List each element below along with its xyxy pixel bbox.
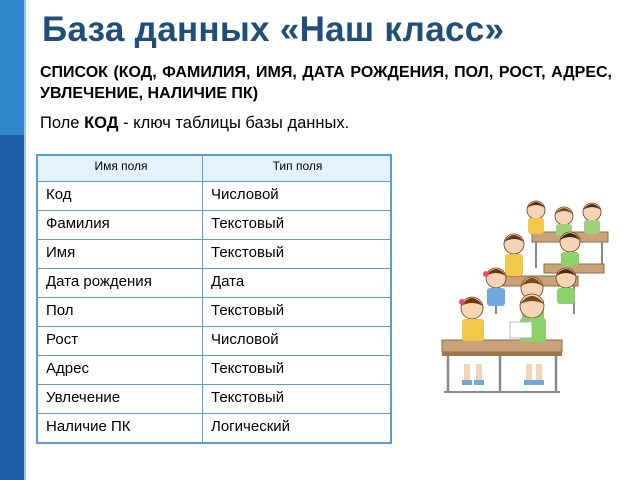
child-middle-2 — [560, 232, 580, 266]
key-note-suffix: - ключ таблицы базы данных. — [118, 114, 350, 132]
field-name-cell: Адрес — [37, 356, 203, 385]
field-name-cell: Код — [37, 182, 203, 211]
field-type-cell: Текстовый — [203, 240, 392, 269]
field-name-cell: Фамилия — [37, 211, 203, 240]
accent-bar-bottom — [0, 135, 24, 480]
table-row — [37, 211, 391, 240]
column-header-field-type: Тип поля — [203, 155, 392, 182]
key-note-prefix: Поле — [40, 114, 85, 132]
field-type-cell: Дата — [203, 269, 392, 298]
field-name-cell: Пол — [37, 298, 203, 327]
child-back-1 — [527, 201, 545, 234]
classroom-illustration — [436, 196, 612, 396]
field-name-cell: Дата рождения — [37, 269, 203, 298]
table-row — [37, 182, 391, 211]
table-row — [37, 356, 391, 385]
child-middle-3 — [483, 268, 506, 306]
field-name-cell: Рост — [37, 327, 203, 356]
key-field-note — [40, 114, 349, 133]
field-type-cell: Текстовый — [203, 298, 392, 327]
table-row — [37, 269, 391, 298]
table-row — [37, 240, 391, 269]
key-field-name: КОД — [84, 114, 119, 132]
table-row — [37, 327, 391, 356]
table-header-row — [37, 155, 391, 182]
field-type-cell: Текстовый — [203, 211, 392, 240]
child-back-3 — [583, 203, 601, 234]
field-name-cell: Увлечение — [37, 385, 203, 414]
field-type-cell: Числовой — [203, 327, 392, 356]
table-row — [37, 414, 391, 444]
accent-divider — [24, 0, 26, 480]
field-name-cell: Имя — [37, 240, 203, 269]
table-row — [37, 298, 391, 327]
field-type-cell: Текстовый — [203, 356, 392, 385]
field-type-cell: Логический — [203, 414, 392, 444]
field-type-cell: Текстовый — [203, 385, 392, 414]
field-type-cell: Числовой — [203, 182, 392, 211]
child-middle-1 — [504, 234, 524, 276]
accent-bar-top — [0, 0, 24, 135]
field-name-cell: Наличие ПК — [37, 414, 203, 444]
record-structure-heading: СПИСОК (КОД, ФАМИЛИЯ, ИМЯ, ДАТА РОЖДЕНИЯ, ПОЛ, РОСТ, АДРЕС, УВЛЕЧЕНИЕ, НАЛИЧИЕ ПК) — [40, 64, 612, 102]
column-header-field-name: Имя поля — [37, 155, 203, 182]
page-title: База данных «Наш класс» — [42, 10, 505, 49]
fields-table — [36, 154, 392, 444]
table-row — [37, 385, 391, 414]
